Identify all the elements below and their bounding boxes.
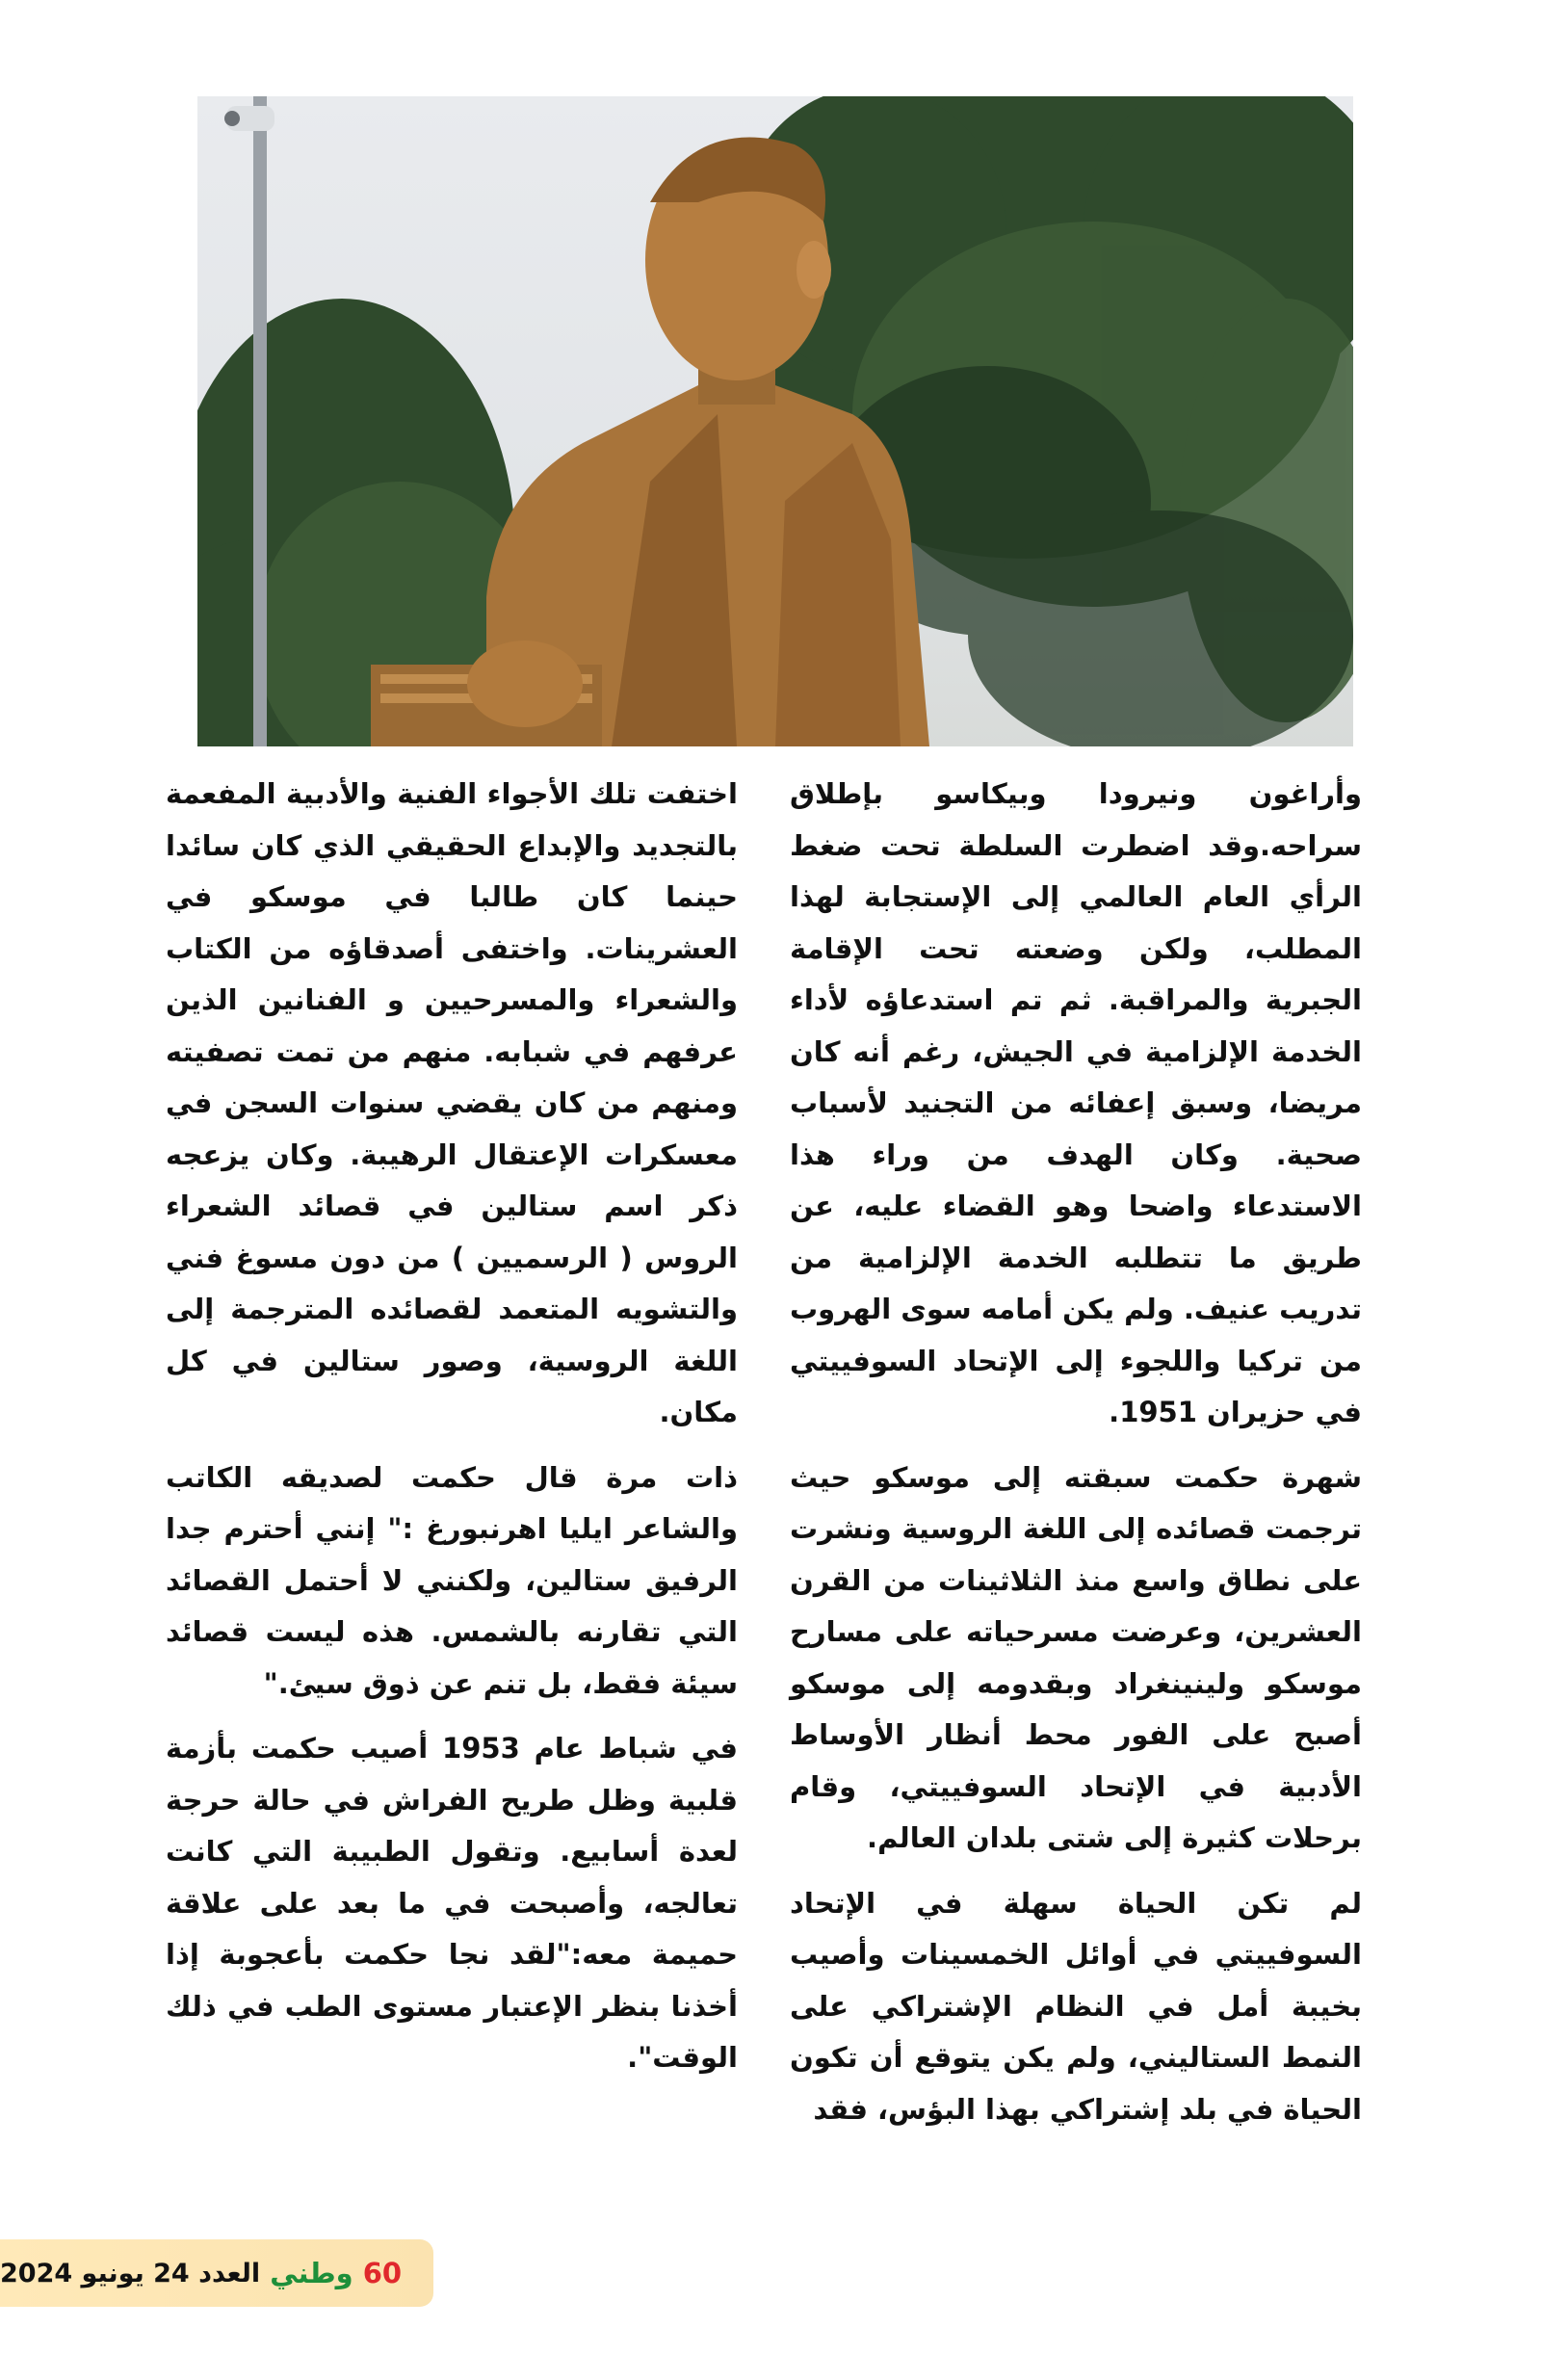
paragraph: شهرة حكمت سبقته إلى موسكو حيث ترجمت قصائده إلى اللغة الروسية ونشرت على نطاق واسع منذ الثلاثينات من القرن العشرين، وعرضت مسرحياته على مسارح موسكو ولينينغراد وبقدومه إلى موسكو أصبح على الفور محط أنظار الأوساط الأدبية في الإتحاد السوفييتي، وقام برحلات كثيرة إلى شتى بلدان العالم.: [790, 1460, 1362, 1854]
statue-illustration: [197, 96, 1353, 746]
paragraph: لم تكن الحياة سهلة في الإتحاد السوفييتي في أوائل الخمسينات وأصيب بخيبة أمل في النظام الإشتراكي على النمط الستاليني، ولم يكن يتوقع أن تكون الحياة في بلد إشتراكي بهذا البؤس، فقد: [790, 1886, 1362, 2126]
statue-photo: [197, 96, 1353, 746]
page-footer: [0, 2239, 433, 2307]
article-column-right: [790, 769, 1362, 2149]
paragraph: ذات مرة قال حكمت لصديقه الكاتب والشاعر ايليا اهرنبورغ :" إنني أحترم جدا الرفيق ستالين، ولكنني لا أحتمل القصائد التي تقارنه بالشمس. هذه ليست قصائد سيئة فقط، بل تنم عن ذوق سيئ.": [166, 1460, 738, 1700]
article-columns: [166, 769, 1362, 2175]
paragraph: وأراغون ونيرودا وبيكاسو بإطلاق سراحه.وقد اضطرت السلطة تحت ضغط الرأي العام العالمي إلى الإستجابة لهذا المطلب، ولكن وضعته تحت الإقامة الجبرية والمراقبة. ثم تم استدعاؤه لأداء الخدمة الإلزامية في الجيش، رغم أنه كان مريضا، وسبق إعفائه من التجنيد لأسباب صحية. وكان الهدف من وراء هذا الاستدعاء واضحا وهو القضاء عليه، عن طريق ما تتطلبه الخدمة الإلزامية من تدريب عنيف. ولم يكن أمامه سوى الهروب من تركيا واللجوء إلى الإتحاد السوفييتي في حزيران 1951.: [790, 777, 1362, 1428]
page-number: 60: [362, 2257, 403, 2289]
paragraph: اختفت تلك الأجواء الفنية والأدبية المفعمة بالتجديد والإبداع الحقيقي الذي كان سائدا حينما كان طالبا في موسكو في العشرينات. واختفى أصدقاؤه من الكتاب والشعراء والمسرحيين و الفنانين الذين عرفهم في شبابه. منهم من تمت تصفيته ومنهم من كان يقضي سنوات السجن في معسكرات الإعتقال الرهيبة. وكان يزعجه ذكر اسم ستالين في قصائد الشعراء الروس ( الرسميين ) من دون مسوغ فني والتشويه المتعمد لقصائده المترجمة إلى اللغة الروسية، وصور ستالين في كل مكان.: [166, 777, 738, 1428]
magazine-brand: وطني: [270, 2257, 353, 2289]
issue-info: العدد 24 يونيو 2024: [0, 2258, 261, 2288]
paragraph: في شباط عام 1953 أصيب حكمت بأزمة قلبية وظل طريح الفراش في حالة حرجة لعدة أسابيع. وتقول الطبيبة التي كانت تعالجه، وأصبحت في ما بعد على علاقة حميمة معه:"لقد نجا حكمت بأعجوبة إذا أخذنا بنظر الإعتبار مستوى الطب في ذلك الوقت".: [166, 1732, 738, 2074]
article-column-left: [166, 769, 738, 2098]
